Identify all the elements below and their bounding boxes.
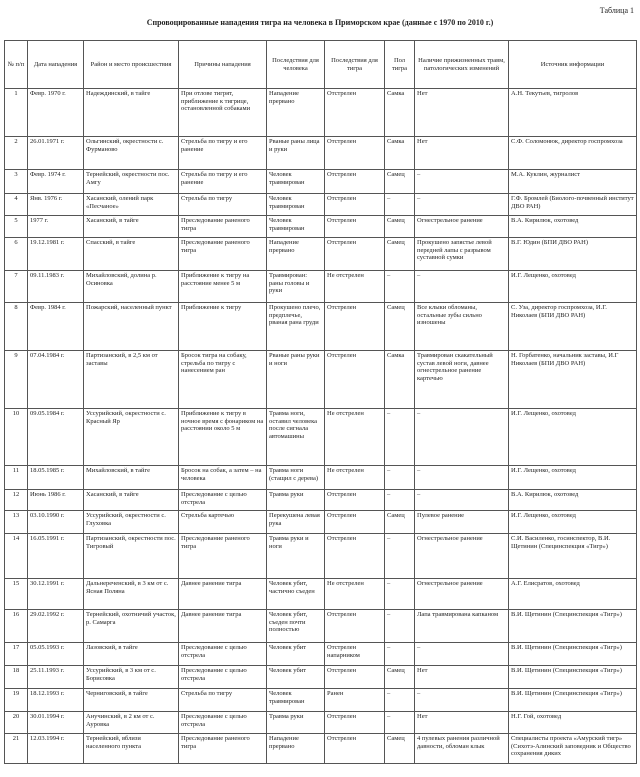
tiger-consequence: Отстрелен	[325, 666, 385, 689]
row-number: 9	[5, 351, 28, 409]
row-number: 12	[5, 490, 28, 511]
tiger-injury: –	[415, 466, 509, 490]
attack-place: Спасский, в тайге	[84, 238, 179, 271]
attack-place: Михайловский, долина р. Осиновка	[84, 271, 179, 303]
tiger-consequence: Отстрелен	[325, 534, 385, 579]
tiger-consequence: Отстрелен	[325, 89, 385, 137]
header-number: № п/п	[5, 41, 28, 89]
tiger-sex: Самец	[385, 511, 415, 534]
tiger-consequence: Не отстрелен	[325, 579, 385, 610]
row-number: 21	[5, 734, 28, 764]
info-source: Н.Г. Гой, охотовед	[509, 712, 637, 734]
info-source: В.И. Щетинин (Специнспекция «Тигр»)	[509, 643, 637, 666]
tiger-injury: –	[415, 271, 509, 303]
human-consequence: Рваные раны лица и руки	[267, 137, 325, 170]
tiger-consequence: Отстрелен	[325, 490, 385, 511]
row-number: 13	[5, 511, 28, 534]
tiger-sex: –	[385, 534, 415, 579]
row-number: 5	[5, 216, 28, 238]
tiger-sex: –	[385, 643, 415, 666]
human-consequence: Травма руки	[267, 490, 325, 511]
info-source: С. Уза, директор госпромхоза, И.Г. Николаев (БПИ ДВО РАН)	[509, 303, 637, 351]
table-row	[5, 89, 637, 137]
attack-cause: Стрельба по тигру	[179, 194, 267, 216]
row-number: 2	[5, 137, 28, 170]
header-tiger-consequences: Последствия для тигра	[325, 41, 385, 89]
attack-place: Тернейский, окрестности пос. Амгу	[84, 170, 179, 194]
tiger-sex: –	[385, 194, 415, 216]
attack-date: 25.11.1993 г.	[28, 666, 84, 689]
attack-place: Хасанский, олений парк «Песчаное»	[84, 194, 179, 216]
attack-cause: Приближение к тигру	[179, 303, 267, 351]
attack-date: Февр. 1970 г.	[28, 89, 84, 137]
row-number: 6	[5, 238, 28, 271]
attacks-table-part1	[4, 40, 637, 409]
tiger-consequence: Отстрелен	[325, 303, 385, 351]
attack-cause: Преследование с целью отстрела	[179, 666, 267, 689]
attack-cause: Приближение к тигру в ночное время с фонариком на расстоянии около 5 м	[179, 409, 267, 466]
human-consequence: Травмирован: раны головы и руки	[267, 271, 325, 303]
tiger-injury: 4 пулевых ранения различной давности, обломан клык	[415, 734, 509, 764]
tiger-injury: Пулевое ранение	[415, 511, 509, 534]
tiger-sex: Самец	[385, 216, 415, 238]
table-row	[5, 303, 637, 351]
human-consequence: Травма ноги (стащил с дерева)	[267, 466, 325, 490]
table-row	[5, 712, 637, 734]
tiger-injury: –	[415, 409, 509, 466]
human-consequence: Человек травмирован	[267, 689, 325, 712]
info-source: И.Г. Лещенко, охотовед	[509, 466, 637, 490]
tiger-sex: Самка	[385, 351, 415, 409]
row-number: 16	[5, 610, 28, 643]
tiger-consequence: Отстрелен	[325, 351, 385, 409]
header-tiger-sex: Пол тигра	[385, 41, 415, 89]
info-source: И.Г. Лещенко, охотовед	[509, 271, 637, 303]
table-row	[5, 689, 637, 712]
table-row	[5, 579, 637, 610]
attack-date: Февр. 1984 г.	[28, 303, 84, 351]
tiger-injury: Травмирован скакательный сустав левой ноги, давнее огнестрельное ранение картечью	[415, 351, 509, 409]
table-number: Таблица 1	[599, 6, 634, 15]
table-row	[5, 194, 637, 216]
tiger-consequence: Не отстрелен	[325, 466, 385, 490]
info-source: Г.Ф. Бромлей (Биолого-почвенный институт ДВО РАН)	[509, 194, 637, 216]
info-source: Специалисты проекта «Амурский тигр» (Сихотэ-Алинский заповедник и Общество сохранения диких	[509, 734, 637, 764]
human-consequence: Нападение прервано	[267, 89, 325, 137]
attack-cause: Преследование с целью отстрела	[179, 712, 267, 734]
tiger-injury: Нет	[415, 89, 509, 137]
info-source: В.А. Кирилюк, охотовед	[509, 216, 637, 238]
tiger-injury: Все клыки обломаны, остальные зубы сильно изношены	[415, 303, 509, 351]
tiger-sex: –	[385, 689, 415, 712]
tiger-consequence: Отстрелен	[325, 216, 385, 238]
row-number: 4	[5, 194, 28, 216]
attack-place: Тернейский, охотничий участок, р. Самарга	[84, 610, 179, 643]
attack-date: 19.12.1981 г.	[28, 238, 84, 271]
table-row	[5, 271, 637, 303]
info-source: Н. Горбатенко, начальник заставы, И.Г Николаев (БПИ ДВО РАН)	[509, 351, 637, 409]
tiger-consequence: Отстрелен	[325, 170, 385, 194]
tiger-sex: –	[385, 490, 415, 511]
info-source: И.Г. Лещенко, охотовед	[509, 409, 637, 466]
tiger-sex: –	[385, 579, 415, 610]
tiger-injury: Нет	[415, 666, 509, 689]
header-injuries: Наличие прижизненных травм, патологических изменений	[415, 41, 509, 89]
attack-date: 05.05.1993 г.	[28, 643, 84, 666]
table-row	[5, 216, 637, 238]
human-consequence: Человек травмирован	[267, 216, 325, 238]
attack-date: 03.10.1990 г.	[28, 511, 84, 534]
human-consequence: Перекушена левая рука	[267, 511, 325, 534]
row-number: 11	[5, 466, 28, 490]
attack-date: 09.05.1984 г.	[28, 409, 84, 466]
table-row	[5, 466, 637, 490]
header-place: Район и место происшествия	[84, 41, 179, 89]
header-date: Дата нападения	[28, 41, 84, 89]
attack-cause: Преследование раненого тигра	[179, 238, 267, 271]
info-source: В.И. Щетинин (Специнспекция «Тигр»)	[509, 610, 637, 643]
tiger-sex: Самец	[385, 734, 415, 764]
row-number: 19	[5, 689, 28, 712]
attack-cause: Стрельба по тигру и его ранение	[179, 137, 267, 170]
attack-place: Пожарский, населенный пункт	[84, 303, 179, 351]
attack-date: 09.11.1983 г.	[28, 271, 84, 303]
table-row	[5, 643, 637, 666]
attack-place: Уссурийский, в 3 км от с. Борисовка	[84, 666, 179, 689]
tiger-injury: Нет	[415, 137, 509, 170]
attack-date: 12.03.1994 г.	[28, 734, 84, 764]
attack-date: 30.12.1991 г.	[28, 579, 84, 610]
tiger-consequence: Не отстрелен	[325, 409, 385, 466]
row-number: 1	[5, 89, 28, 137]
tiger-consequence: Отстрелен	[325, 610, 385, 643]
table-row	[5, 734, 637, 764]
header-source: Источник информации	[509, 41, 637, 89]
tiger-consequence: Ранен	[325, 689, 385, 712]
table-row	[5, 534, 637, 579]
attack-cause: Давнее ранение тигра	[179, 610, 267, 643]
table-row	[5, 610, 637, 643]
tiger-sex: Самка	[385, 137, 415, 170]
tiger-consequence: Отстрелен	[325, 137, 385, 170]
attack-cause: Бросок тигра на собаку, стрельба по тигру с нанесением ран	[179, 351, 267, 409]
human-consequence: Нападение прервано	[267, 734, 325, 764]
row-number: 8	[5, 303, 28, 351]
attack-date: 16.05.1991 г.	[28, 534, 84, 579]
tiger-sex: Самка	[385, 89, 415, 137]
header-human-consequences: Последствия для человека	[267, 41, 325, 89]
tiger-consequence: Отстрелен	[325, 712, 385, 734]
attack-place: Хасанский, в тайге	[84, 216, 179, 238]
info-source: И.Г. Лещенко, охотовед	[509, 511, 637, 534]
tiger-sex: –	[385, 712, 415, 734]
attack-place: Партизанский, в 2,5 км от заставы	[84, 351, 179, 409]
attack-cause: Стрельба картечью	[179, 511, 267, 534]
attack-place: Черниговский, в тайге	[84, 689, 179, 712]
human-consequence: Рваные раны руки и ноги	[267, 351, 325, 409]
table-body-part2	[5, 409, 637, 764]
tiger-injury: –	[415, 490, 509, 511]
attack-cause: Преследование раненого тигра	[179, 534, 267, 579]
tiger-sex: Самец	[385, 170, 415, 194]
attacks-table-part2	[4, 408, 637, 764]
human-consequence: Нападение прервано	[267, 238, 325, 271]
table-body-part1	[5, 89, 637, 409]
tiger-sex: –	[385, 409, 415, 466]
attack-cause: Стрельба по тигру	[179, 689, 267, 712]
attack-place: Тернейский, вблизи населенного пункта	[84, 734, 179, 764]
tiger-consequence: Не отстрелен	[325, 271, 385, 303]
tiger-injury: Прокушено запястье левой передней лапы с разрывом суставной сумки	[415, 238, 509, 271]
table-row	[5, 170, 637, 194]
table-header-row	[5, 41, 637, 89]
attack-place: Надеждинский, в тайге	[84, 89, 179, 137]
attack-date: 07.04.1984 г.	[28, 351, 84, 409]
human-consequence: Прокушено плечо, предплечье, рваная рана груди	[267, 303, 325, 351]
info-source: В.А. Кирилюк, охотовед	[509, 490, 637, 511]
table-row	[5, 137, 637, 170]
tiger-injury: Огнестрельное ранение	[415, 534, 509, 579]
tiger-sex: Самец	[385, 238, 415, 271]
attack-cause: Давнее ранение тигра	[179, 579, 267, 610]
row-number: 14	[5, 534, 28, 579]
tiger-injury: Огнестрельное ранение	[415, 579, 509, 610]
attack-place: Ольгинский, окрестности с. Фурманово	[84, 137, 179, 170]
attack-date: Янв. 1976 г.	[28, 194, 84, 216]
human-consequence: Травма руки и ноги	[267, 534, 325, 579]
tiger-consequence: Отстрелен	[325, 238, 385, 271]
table-row	[5, 490, 637, 511]
attack-place: Дальнереченский, в 3 км от с. Ясная Поляна	[84, 579, 179, 610]
human-consequence: Человек травмирован	[267, 170, 325, 194]
tiger-injury: –	[415, 643, 509, 666]
info-source: А.Г. Елисратов, охотовед	[509, 579, 637, 610]
row-number: 17	[5, 643, 28, 666]
tiger-injury: Нет	[415, 712, 509, 734]
info-source: С.Ф. Соломонюк, директор госпромхоза	[509, 137, 637, 170]
human-consequence: Человек убит	[267, 643, 325, 666]
row-number: 18	[5, 666, 28, 689]
human-consequence: Травма ноги, оставил человека после сигнала автомашины	[267, 409, 325, 466]
row-number: 20	[5, 712, 28, 734]
tiger-sex: Самец	[385, 666, 415, 689]
attack-date: 29.02.1992 г.	[28, 610, 84, 643]
table-row	[5, 351, 637, 409]
table-row	[5, 511, 637, 534]
attack-cause: Преследование раненого тигра	[179, 734, 267, 764]
tiger-consequence: Отстрелен	[325, 511, 385, 534]
attack-date: Февр. 1974 г.	[28, 170, 84, 194]
row-number: 15	[5, 579, 28, 610]
info-source: С.И. Василенко, госинспектор, В.И. Щетинин (Специнспекция «Тигр»)	[509, 534, 637, 579]
attack-date: 18.12.1993 г.	[28, 689, 84, 712]
tiger-injury: Лапа травмирована капканом	[415, 610, 509, 643]
human-consequence: Человек убит, съеден почти полностью	[267, 610, 325, 643]
human-consequence: Человек убит, частично съеден	[267, 579, 325, 610]
table-title: Спровоцированные нападения тигра на человека в Приморском крае (данные с 1970 по 2010 г.)	[146, 18, 494, 27]
attack-cause: Стрельба по тигру и его ранение	[179, 170, 267, 194]
info-source: В.И. Щетинин (Специнспекция «Тигр»)	[509, 689, 637, 712]
row-number: 7	[5, 271, 28, 303]
tiger-injury: Огнестрельное ранение	[415, 216, 509, 238]
tiger-consequence: Отстрелен	[325, 734, 385, 764]
attack-cause: Преследование с целью отстрела	[179, 643, 267, 666]
human-consequence: Человек травмирован	[267, 194, 325, 216]
tiger-sex: Самец	[385, 303, 415, 351]
row-number: 3	[5, 170, 28, 194]
attack-place: Михайловский, в тайге	[84, 466, 179, 490]
tiger-consequence: Отстрелен	[325, 194, 385, 216]
info-source: М.А. Куклин, журналист	[509, 170, 637, 194]
tiger-sex: –	[385, 466, 415, 490]
attack-date: 18.05.1985 г.	[28, 466, 84, 490]
tiger-injury: –	[415, 170, 509, 194]
attack-place: Партизанский, окрестности пос. Тигровый	[84, 534, 179, 579]
attack-cause: Приближение к тигру на расстояние менее 5 м	[179, 271, 267, 303]
attack-date: Июнь 1986 г.	[28, 490, 84, 511]
human-consequence: Травма руки	[267, 712, 325, 734]
table-row	[5, 409, 637, 466]
attack-cause: При отлове тигрят, приближение к тигрице, остановленной собаками	[179, 89, 267, 137]
attack-place: Хасанский, в тайге	[84, 490, 179, 511]
row-number: 10	[5, 409, 28, 466]
info-source: В.И. Щетинин (Специнспекция «Тигр»)	[509, 666, 637, 689]
attack-date: 26.01.1971 г.	[28, 137, 84, 170]
human-consequence: Человек убит	[267, 666, 325, 689]
tiger-sex: –	[385, 271, 415, 303]
info-source: А.Н. Текутьев, тигролов	[509, 89, 637, 137]
header-cause: Причины нападения	[179, 41, 267, 89]
tiger-sex: –	[385, 610, 415, 643]
attack-place: Лазовский, в тайге	[84, 643, 179, 666]
info-source: В.Г. Юдин (БПИ ДВО РАН)	[509, 238, 637, 271]
tiger-consequence: Отстрелен напарником	[325, 643, 385, 666]
attack-cause: Бросок на собак, а затем – на человека	[179, 466, 267, 490]
attack-cause: Преследование с целью отстрела	[179, 490, 267, 511]
attack-date: 30.01.1994 г.	[28, 712, 84, 734]
attack-place: Анучинский, в 2 км от с. Ауровка	[84, 712, 179, 734]
attack-cause: Преследование раненого тигра	[179, 216, 267, 238]
attack-date: 1977 г.	[28, 216, 84, 238]
attack-place: Уссурийский, окрестности с. Красный Яр	[84, 409, 179, 466]
tiger-injury: –	[415, 194, 509, 216]
attack-place: Уссурийский, окрестности с. Глуховка	[84, 511, 179, 534]
table-row	[5, 666, 637, 689]
table-row	[5, 238, 637, 271]
tiger-injury: –	[415, 689, 509, 712]
